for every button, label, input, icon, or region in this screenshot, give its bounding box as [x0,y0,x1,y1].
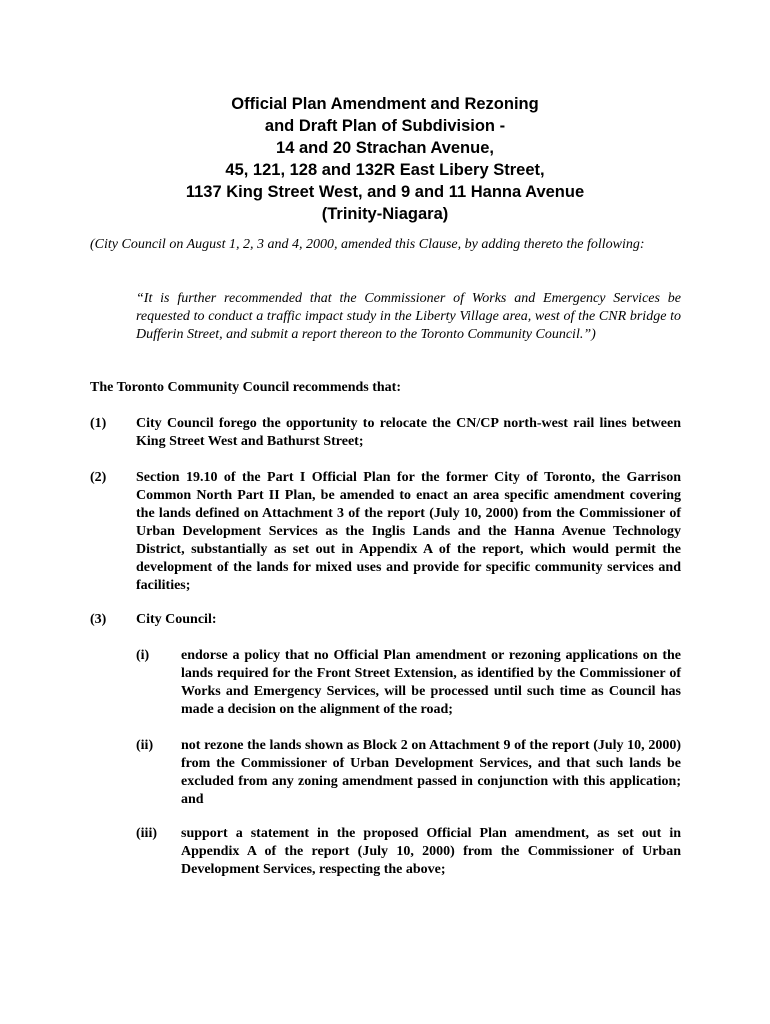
recommendation-item [90,611,681,629]
recommendation-number: (3) [90,612,107,627]
title-line: 1137 King Street West, and 9 and 11 Hanna Avenue [185,183,585,201]
title-line: 14 and 20 Strachan Avenue, [276,139,494,157]
sub-item-number: (iii) [136,826,157,841]
recommendation-text: City Council: [136,612,217,627]
document-title [100,93,670,225]
council-amendment-quote: “It is further recommended that the Commissioner of Works and Emergency Services be requested to conduct a traffic impact study in the Liberty Village area, west of the CNR bridge to Dufferin Street, and submit a report thereon to the Toronto Community Council.”) [136,291,681,342]
recommendation-number: (1) [90,416,107,431]
recommendations-intro: The Toronto Community Council recommends that: [90,380,402,395]
recommendation-text: Section 19.10 of the Part I Official Plan for the former City of Toronto, the Garrison Common North Part II Plan, be amended to enact an area specific amendment covering the lands defined on Attachment 3 of the report (July 10, 2000) from the Commissioner of Urban Development Services as the Inglis Lands and the Hanna Avenue Technology District, substantially as set out in Appendix A of the report, which would permit the development of the lands for mixed uses and provide for specific community services and facilities; [136,470,681,593]
sub-item-number: (i) [136,648,150,663]
council-amendment-note: (City Council on August 1, 2, 3 and 4, 2000, amended this Clause, by adding thereto the following: [90,237,645,252]
sub-item [136,825,681,879]
title-line: and Draft Plan of Subdivision - [264,117,506,135]
sub-item-text: support a statement in the proposed Official Plan amendment, as set out in Appendix A of the report (July 10, 2000) from the Commissioner of Urban Development Services, respecting the above; [181,826,681,877]
sub-item-text: endorse a policy that no Official Plan amendment or rezoning applications on the lands required for the Front Street Extension, as identified by the Commissioner of Works and Emergency Services, will be processed until such time as Council has made a decision on the alignment of the road; [181,648,681,717]
title-line: 45, 121, 128 and 132R East Libery Street, [225,161,545,179]
recommendation-text: City Council forego the opportunity to relocate the CN/CP north-west rail lines between King Street West and Bathurst Street; [136,416,681,449]
recommendation-item [90,469,681,595]
title-line: Official Plan Amendment and Rezoning [231,95,539,113]
sub-item [136,737,681,809]
sub-item [136,647,681,719]
recommendation-number: (2) [90,470,107,485]
sub-item-text: not rezone the lands shown as Block 2 on Attachment 9 of the report (July 10, 2000) from the Commissioner of Urban Development Services, and that such lands be excluded from any zoning amendment passed in conjunction with this application; and [181,738,681,807]
sub-item-number: (ii) [136,738,154,753]
recommendation-item [90,415,681,451]
title-line: (Trinity-Niagara) [321,205,449,223]
